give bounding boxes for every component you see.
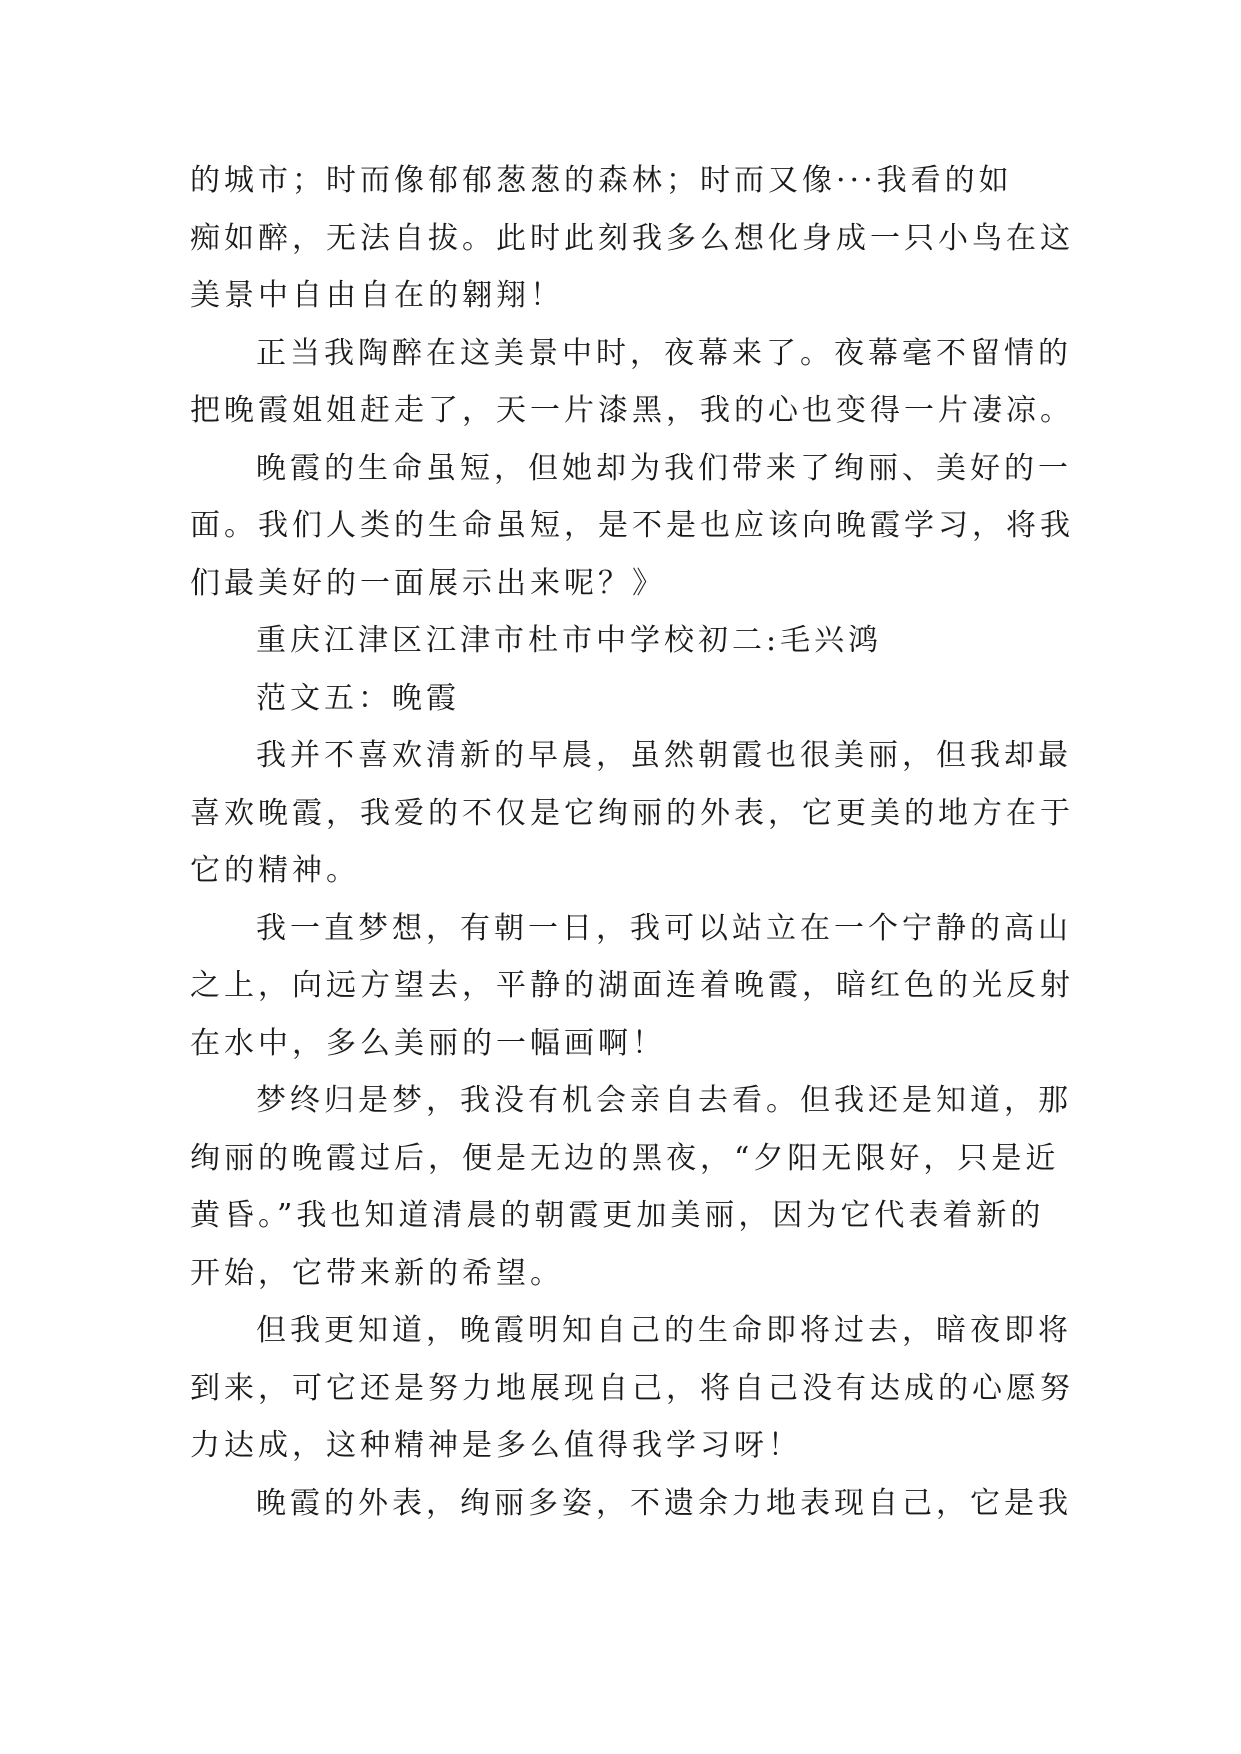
text-line: 痴如醉，无法自拔。此时此刻我多么想化身成一只小鸟在这	[190, 220, 1074, 256]
text-line: 美景中自由自在的翱翔！	[190, 278, 564, 313]
paragraph-first-line: 晚霞的生命虽短，但她却为我们带来了绚丽、美好的一	[256, 450, 1072, 486]
paragraph-first-line: 范文五：晚霞	[256, 680, 460, 716]
paragraph-first-line: 梦终归是梦，我没有机会亲自去看。但我还是知道，那	[256, 1083, 1072, 1118]
text-line: 到来，可它还是努力地展现自己，将自己没有达成的心愿努	[190, 1370, 1074, 1406]
paragraph-first-line: 正当我陶醉在这美景中时，夜幕来了。夜幕毫不留情的	[256, 335, 1072, 371]
paragraph-first-line: 晚霞的外表，绚丽多姿，不遗余力地表现自己，它是我	[256, 1485, 1072, 1521]
text-line: 面。我们人类的生命虽短，是不是也应该向晚霞学习，将我	[190, 508, 1074, 543]
text-line: 黄昏。”我也知道清晨的朝霞更加美丽，因为它代表着新的	[190, 1198, 1045, 1233]
text-line: 它的精神。	[190, 853, 360, 888]
text-line: 们最美好的一面展示出来呢？》	[190, 565, 666, 601]
paragraph-first-line: 我一直梦想，有朝一日，我可以站立在一个宁静的高山	[256, 910, 1072, 946]
paragraph-first-line: 重庆江津区江津市杜市中学校初二:毛兴鸿	[256, 623, 883, 658]
text-line: 力达成，这种精神是多么值得我学习呀！	[190, 1428, 802, 1463]
text-line: 之上，向远方望去，平静的湖面连着晚霞，暗红色的光反射	[190, 968, 1074, 1003]
document-body	[190, 152, 1074, 1532]
text-line: 喜欢晚霞，我爱的不仅是它绚丽的外表，它更美的地方在于	[190, 795, 1074, 831]
text-line: 开始，它带来新的希望。	[190, 1255, 564, 1291]
text-line: 的城市；时而像郁郁葱葱的森林；时而又像···我看的如	[190, 163, 1013, 198]
paragraph-first-line: 我并不喜欢清新的早晨，虽然朝霞也很美丽，但我却最	[256, 738, 1072, 773]
paragraph-first-line: 但我更知道，晚霞明知自己的生命即将过去，暗夜即将	[256, 1313, 1072, 1348]
text-line: 在水中，多么美丽的一幅画啊！	[190, 1025, 666, 1061]
text-line: 把晚霞姐姐赶走了，天一片漆黑，我的心也变得一片凄凉。	[190, 393, 1074, 428]
text-line: 绚丽的晚霞过后，便是无边的黑夜，“夕阳无限好，只是近	[190, 1140, 1060, 1176]
